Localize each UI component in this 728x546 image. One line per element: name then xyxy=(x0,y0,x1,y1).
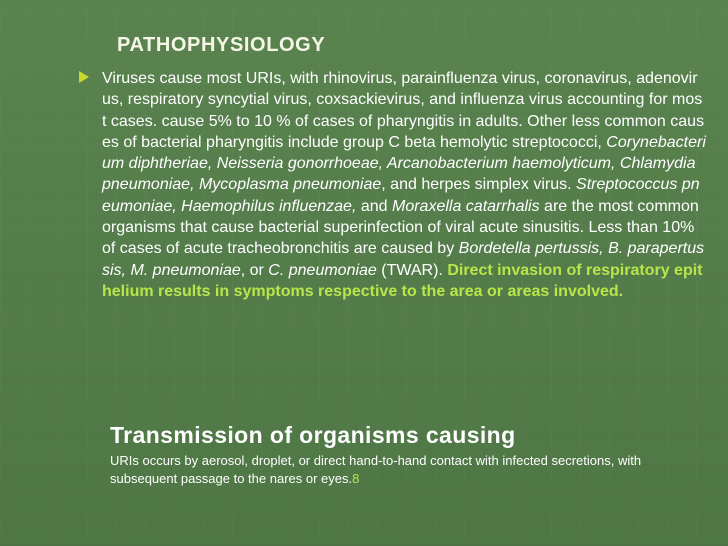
highlighted-text: Direct invasion of respiratory epithelium results in symptoms respective to the area or areas involved. xyxy=(102,261,703,300)
text-segment: and xyxy=(356,197,392,215)
text-segment: , and herpes simplex virus. xyxy=(381,176,577,194)
bullet-arrow-icon xyxy=(79,71,89,83)
italic-organisms-3: Moraxella catarrhalis xyxy=(391,197,540,215)
reference-number: 8 xyxy=(352,471,360,486)
text-segment: , or xyxy=(240,261,269,279)
italic-organisms-4: Bordetella pertussis, B. parapertussis, M. pneumoniae xyxy=(102,240,705,279)
text-segment: are the most common organisms that cause bacterial superinfection of viral acute sinusitis. Less than 10% of cases of acute tracheobronchitis are caused by xyxy=(102,197,699,258)
transmission-text xyxy=(110,452,670,488)
slide-title: PATHOPHYSIOLOGY xyxy=(117,34,326,56)
transmission-body: URIs occurs by aerosol, droplet, or direct hand-to-hand contact with infected secretions, with subsequent passage to the nares or eyes. xyxy=(110,453,642,486)
text-segment: Viruses cause most URIs, with rhinovirus, parainfluenza virus, coronavirus, adenovirus, respiratory syncytial virus, coxsackievirus, and influenza virus accounting for most cases. cause 5% to 10 % of cases of pharyngitis in adults. Other less common causes of bacterial pharyngitis include group C beta hemolytic streptococci, xyxy=(102,70,705,151)
text-segment: (TWAR). xyxy=(376,261,448,279)
transmission-heading: Transmission of organisms causing xyxy=(110,422,516,448)
italic-organisms-2: Streptococcus pneumoniae, Haemophilus influenzae, xyxy=(102,176,700,215)
italic-organisms-5: C. pneumoniae xyxy=(268,261,377,279)
italic-organisms-1: Corynebacterium diphtheriae, Neisseria gonorrhoeae, Arcanobacterium haemolyticum, Chlamydia pneumoniae, Mycoplasma pneumoniae xyxy=(102,133,706,194)
bullet-paragraph xyxy=(102,68,706,302)
